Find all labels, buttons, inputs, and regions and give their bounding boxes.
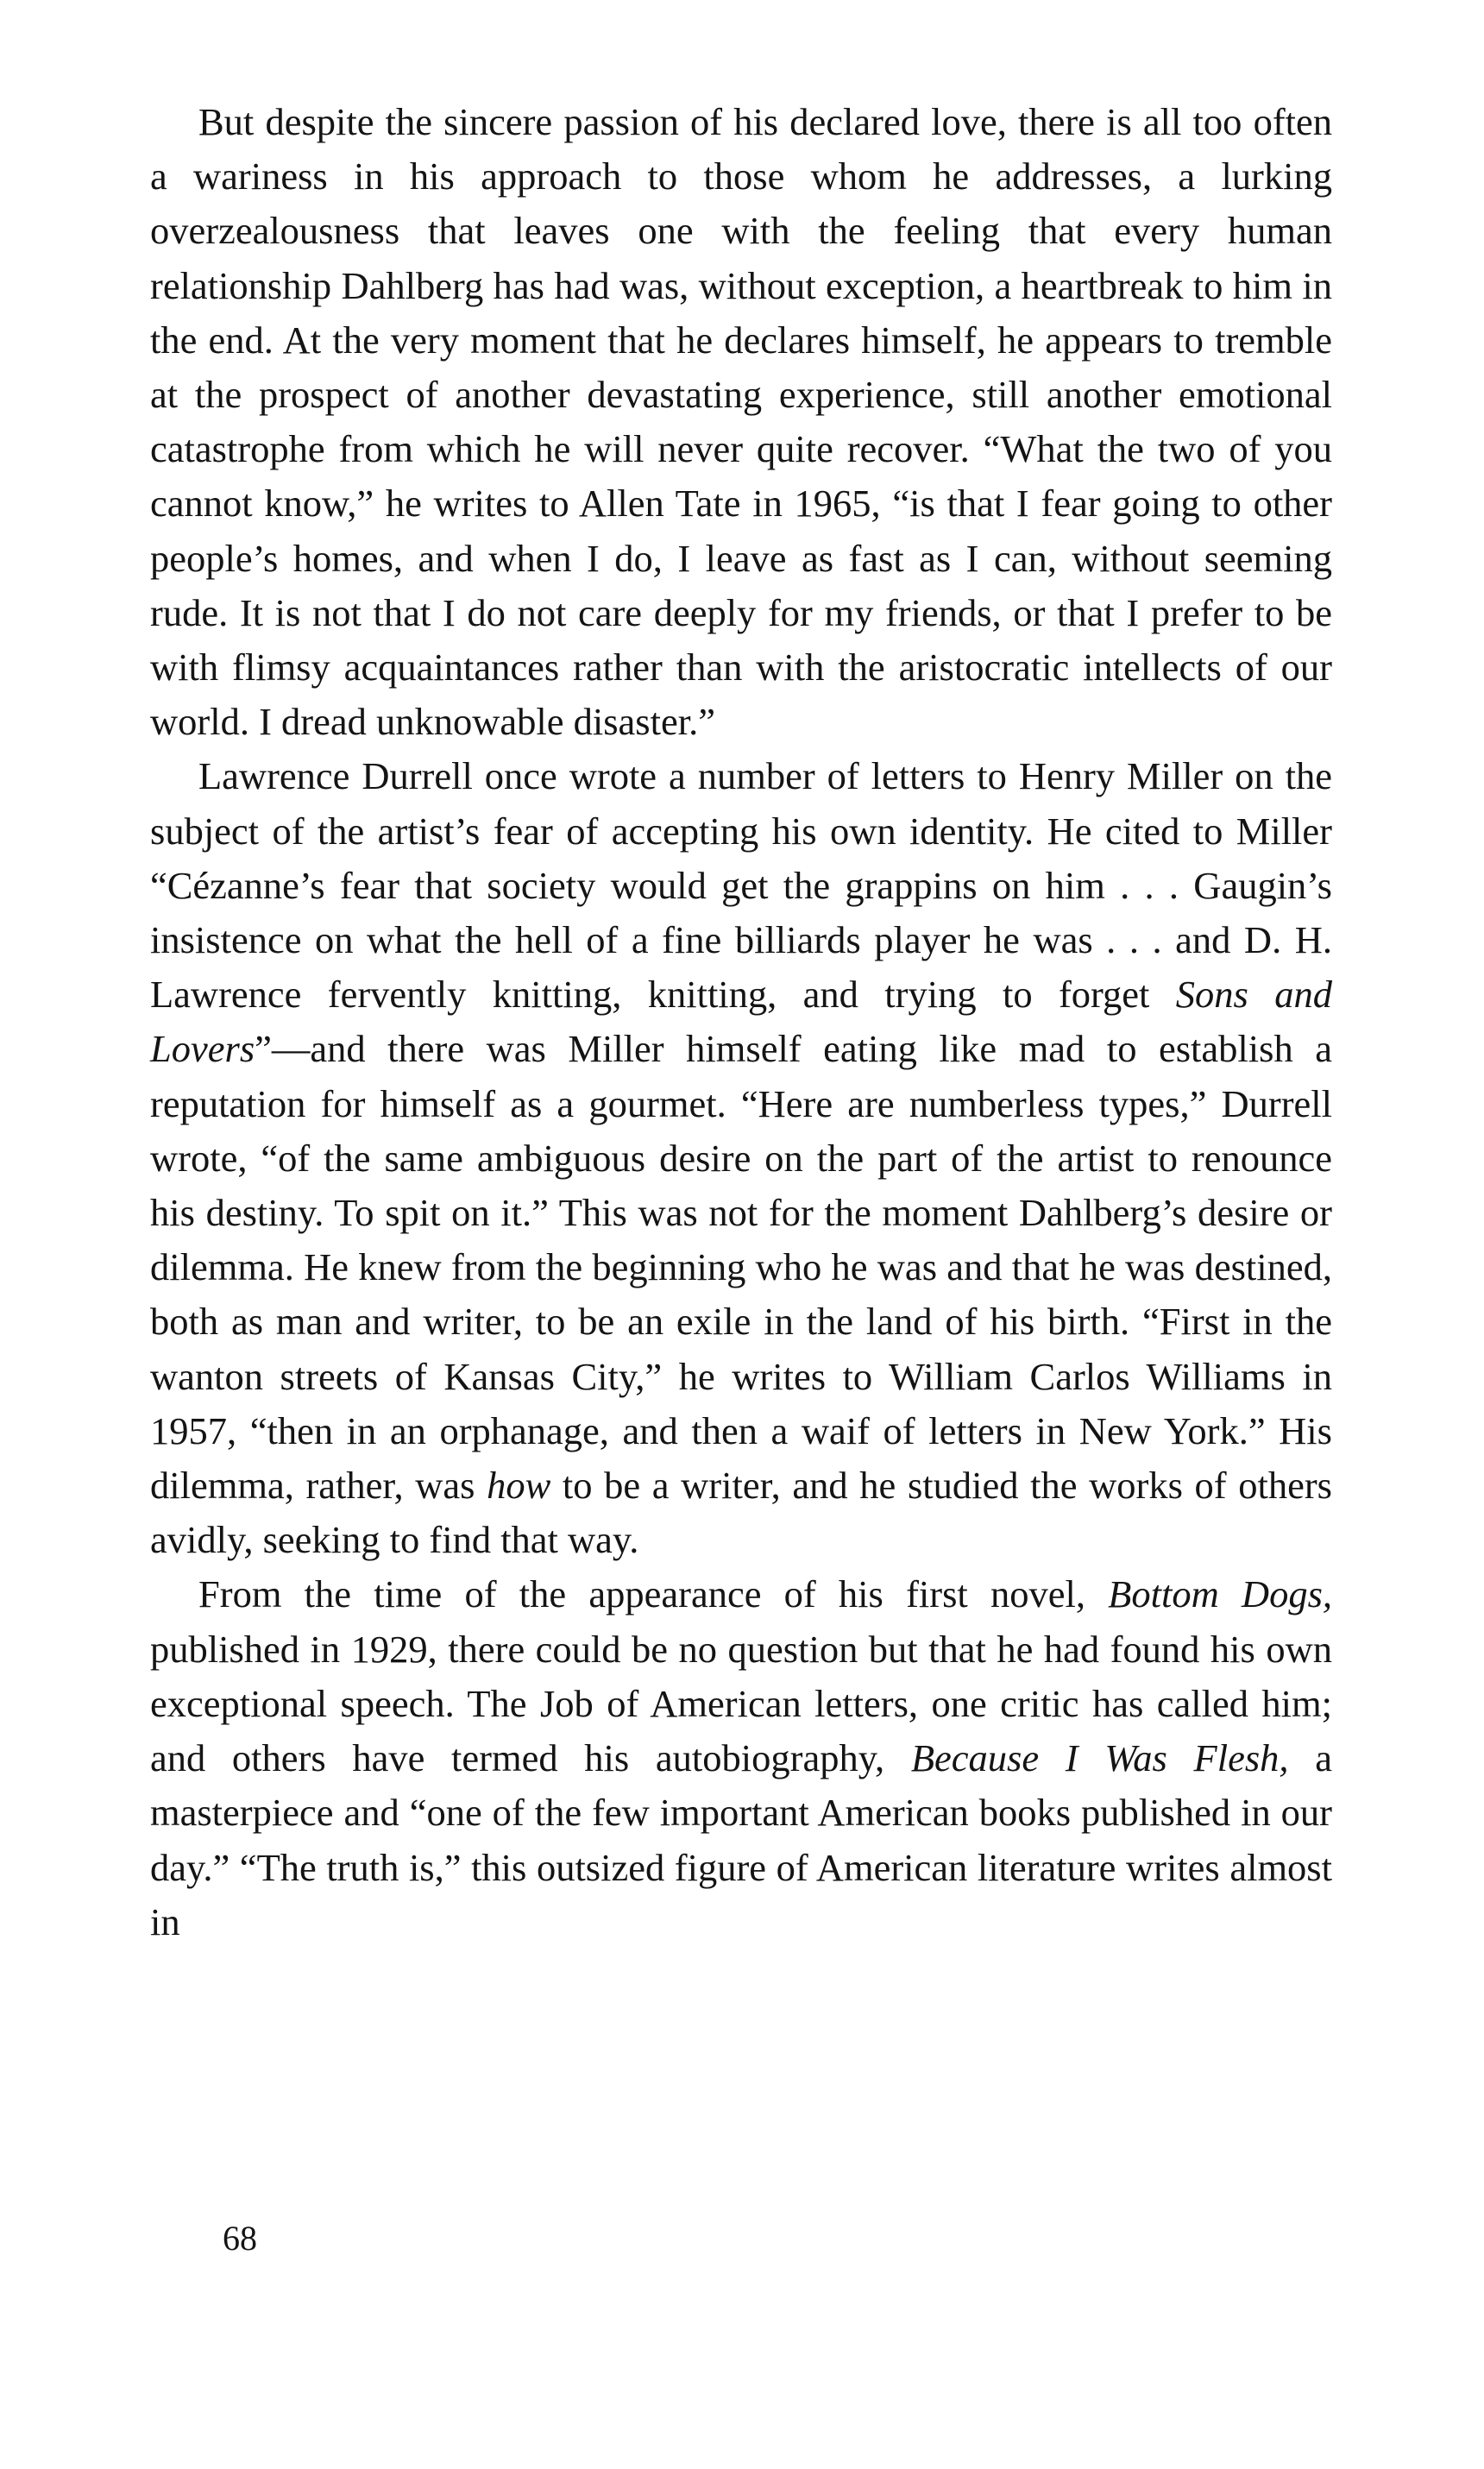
paragraph-text: a masterpiece and “one of the few important American books published in our day.” “The truth is,” this outsized figure of American literature writes almost in — [150, 1736, 1332, 1943]
paragraph-text: to be a writer, and he studied the works of others avidly, seeking to find that way. — [150, 1464, 1333, 1562]
page-body — [150, 95, 1332, 1949]
paragraph-text: Lawrence Durrell once wrote a number of letters to Henry Miller on the subject of the artist’s fear of accepting his own identity. He cited to Miller “Cézanne’s fear that society would get the grappins on him . . . Gaugin’s insistence on what the hell of a fine billiards player he was . . . and D. H. Lawrence fervently knitting, knitting, and trying to forget — [150, 754, 1332, 1017]
book-title: Bottom Dogs, — [1108, 1572, 1333, 1616]
emphasis: how — [487, 1464, 551, 1508]
paragraph-text: From the time of the appearance of his first novel, — [198, 1572, 1109, 1616]
book-title: Because I Was Flesh, — [910, 1736, 1289, 1780]
page-number: 68 — [223, 2219, 257, 2258]
paragraph — [150, 749, 1332, 1567]
paragraph-text: ”—and there was Miller himself eating like mad to establish a reputation for himself as a gourmet. “Here are numberless types,” Durrell wrote, “of the same ambiguous desire on the part of the artist to renounce his destiny. To spit on it.” This was not for the moment Dahlberg’s desire or dilemma. He knew from the beginning who he was and that he was destined, both as man and writer, to be an exile in the land of his birth. “First in the wanton streets of Kansas City,” he writes to William Carlos Williams in 1957, “then in an orphanage, and then a waif of letters in New York.” His dilemma, rather, was — [150, 1027, 1332, 1508]
paragraph-text: published in 1929, there could be no question but that he had found his own exceptional speech. The Job of American letters, one critic has called him; and others have termed his autobiography, — [150, 1627, 1332, 1780]
book-title: Sons and Lovers — [150, 973, 1332, 1071]
paragraph-text: But despite the sincere passion of his declared love, there is all too often a wariness in his approach to those whom he addresses, a lurking overzealousness that leaves one with the feeling that every human relationship Dahlberg has had was, without exception, a heartbreak to him in the end. At the very moment that he declares himself, he appears to tremble at the prospect of another devastating experience, still another emotional catastrophe from which he will never quite recover. “What the two of you cannot know,” he writes to Allen Tate in 1965, “is that I fear going to other people’s homes, and when I do, I leave as fast as I can, without seeming rude. It is not that I do not care deeply for my friends, or that I prefer to be with flimsy acquaintances rather than with the aristocratic intellects of our world. I dread unknowable disaster.” — [150, 100, 1332, 744]
paragraph — [150, 1567, 1332, 1949]
paragraph — [150, 95, 1332, 749]
